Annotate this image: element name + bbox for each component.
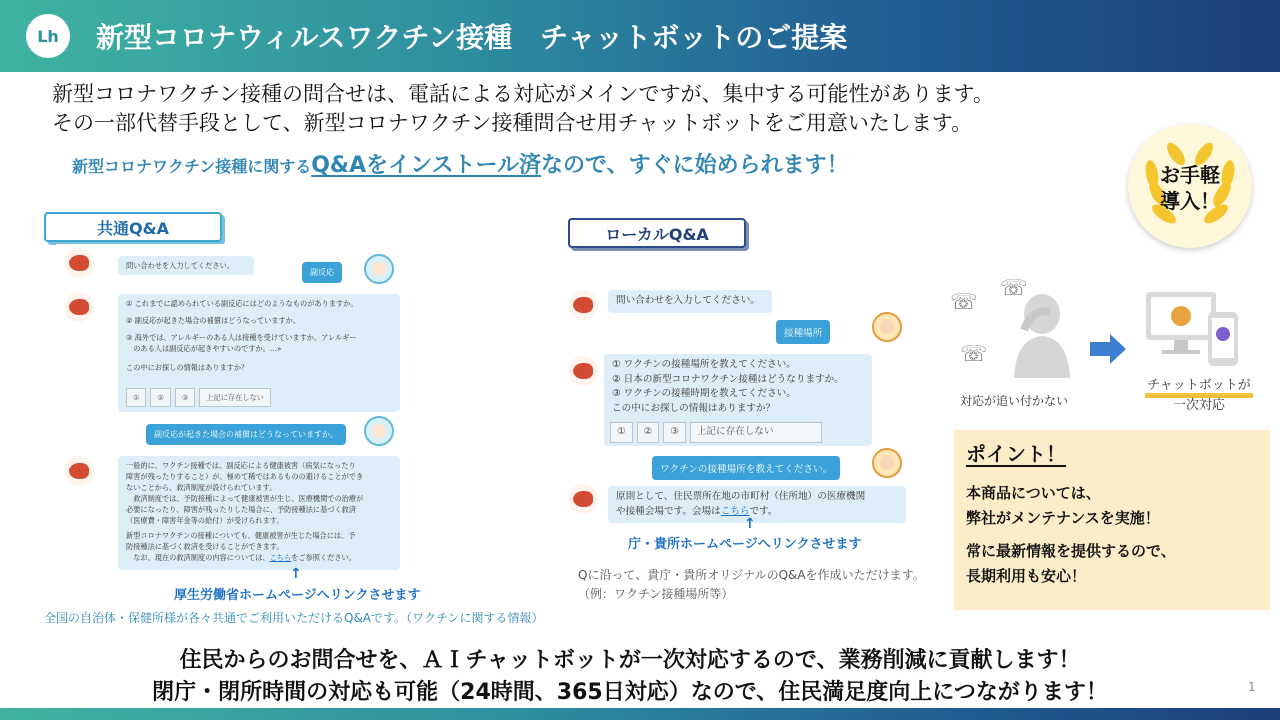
company-logo: Lh (26, 14, 70, 58)
user-message: 副反応が起きた場合の補償はどうなっていますか。 (146, 424, 346, 445)
option-line: ③ 海外では、アレルギーのある人は接種を受けていますか。アレルギー (126, 333, 357, 342)
option-buttons (610, 422, 822, 443)
answer-line: ないことから、救済制度が設けられています。 (126, 483, 277, 492)
bot-message: 問い合わせを入力してください。 (118, 256, 254, 275)
stressed-person-icon (1006, 286, 1076, 378)
arrow-up-icon: ↑ (744, 516, 756, 532)
bot-message: 問い合わせを入力してください。 (608, 290, 772, 313)
option-2-button[interactable]: ② (637, 422, 660, 443)
answer-line: 原則として、住民票所在地の市町村（住所地）の医療機関 (616, 491, 866, 502)
answer-line: や接種会場です。会場はこちらです。 (616, 505, 778, 517)
option-3-button[interactable]: ③ (663, 422, 686, 443)
point-title: ポイント！ (966, 442, 1066, 466)
answer-line: 防接種法に基づく救済を受けることができます。 (126, 542, 284, 551)
mhlw-link-note: 厚生労働省ホームページへリンクさせます (174, 588, 421, 603)
summary-line-1: 住民からのお問合せを、ＡＩチャットボットが一次対応するので、業務削減に貢献します！ (179, 648, 1081, 673)
point-line-1: 本商品については、 (966, 484, 1101, 502)
bot-avatar-icon (568, 356, 598, 386)
user-avatar-icon (364, 416, 394, 446)
option-line: ① これまでに認められている副反応にはどのようなものがありますか。 (126, 299, 358, 308)
headline (72, 148, 849, 179)
answer-line: 障害が残ったりすること）が、極めて稀ではあるものの避けることができ (126, 472, 364, 481)
headline-part-3: なので、すぐに始められます！ (541, 153, 849, 178)
chatbot-caption-line-2: 一次対応 (1172, 398, 1225, 413)
point-line-4: 長期利用も安心！ (966, 567, 1087, 585)
bot-message-options (118, 294, 400, 412)
chatbot-caption-line-1: チャットボットが (1145, 378, 1253, 398)
option-line: ② 副反応が起きた場合の補償はどうなっていますか。 (126, 316, 301, 325)
option-1-button[interactable]: ① (610, 422, 633, 443)
footer-bar (0, 708, 1280, 720)
point-line-3: 常に最新情報を提供するので、 (966, 542, 1176, 560)
ringing-phone-icon: ☏ (950, 290, 978, 315)
bot-avatar-icon (64, 456, 94, 486)
bot-message-options (604, 354, 872, 446)
tab-common-qa[interactable]: 共通Q&A (44, 212, 222, 242)
chatbot-device-icon (1146, 290, 1242, 370)
user-message: 副反応 (302, 262, 342, 283)
option-prompt: この中にお探しの情報はありますか？ (612, 402, 776, 414)
user-avatar-icon (872, 312, 902, 342)
option-none-button[interactable]: 上記に存在しない (199, 388, 271, 407)
answer-line: 必要になったり、障害が残ったりした場合に、予防接種法に基づく救済 (126, 505, 357, 514)
headline-part-2: Q&Aをインストール済 (311, 153, 542, 178)
bot-answer (118, 456, 400, 570)
badge-line-1: お手軽 (1160, 163, 1220, 187)
badge-line-2: 導入！ (1160, 189, 1220, 213)
user-message: 接種場所 (776, 320, 830, 344)
local-qa-chat-panel (562, 284, 912, 532)
right-arrow-icon (1090, 334, 1126, 364)
option-prompt: この中にお探しの情報はありますか？ (126, 363, 249, 372)
intro-line-1: 新型コロナワクチン接種の問合せは、電話による対応がメインですが、集中する可能性があります。 (52, 82, 994, 106)
option-2-button[interactable]: ② (150, 388, 170, 407)
page-number: 1 (1248, 680, 1256, 694)
option-line: ② 日本の新型コロナワクチン接種はどうなりますか。 (612, 373, 844, 385)
option-3-button[interactable]: ③ (175, 388, 195, 407)
common-qa-chat-panel (56, 244, 418, 574)
local-qa-description-2: （例：ワクチン接種場所等） (578, 587, 734, 601)
option-line: ③ ワクチンの接種時期を教えてください。 (612, 388, 796, 399)
bot-avatar-icon (568, 484, 598, 514)
option-none-button[interactable]: 上記に存在しない (690, 422, 822, 443)
answer-line: （医療費・障害年金等の給付）が受けられます。 (126, 516, 284, 525)
arrow-up-icon: ↑ (290, 566, 302, 582)
bot-avatar-icon (64, 292, 94, 322)
answer-line: 新型コロナワクチンの接種についても、健康被害が生じた場合には、予 (126, 531, 356, 540)
user-avatar-icon (364, 254, 394, 284)
chatbot-caption (1120, 376, 1278, 416)
option-buttons (126, 388, 271, 407)
local-qa-description-1: Qに沿って、貴庁・貴所オリジナルのQ&Aを作成いただけます。 (578, 568, 925, 582)
option-1-button[interactable]: ① (126, 388, 146, 407)
local-site-link[interactable]: こちら (720, 505, 750, 517)
overwhelmed-caption: 対応が追い付かない (960, 394, 1069, 408)
option-line: のある人は副反応が起きやすいのですか。…» (126, 344, 282, 353)
headline-part-1: 新型コロナワクチン接種に関する (72, 157, 312, 176)
summary-line-2: 閉庁・閉所時間の対応も可能（24時間、365日対応）なので、住民満足度向上につながります！ (152, 680, 1108, 705)
option-line: ① ワクチンの接種場所を教えてください。 (612, 359, 796, 370)
common-qa-description: 全国の自治体・保健所様が各々共通でご利用いただけるQ&Aです。（ワクチンに関する情報） (44, 611, 544, 625)
bot-avatar-icon (64, 248, 94, 278)
answer-line: 一般的に、ワクチン接種では、副反応による健康被害（病気になったり (126, 461, 356, 470)
user-message: ワクチンの接種場所を教えてください。 (652, 456, 840, 480)
tab-local-qa[interactable]: ローカルQ&A (568, 218, 746, 248)
mhlw-link[interactable]: こちら (269, 553, 292, 562)
ringing-phone-icon: ☏ (960, 342, 988, 367)
user-avatar-icon (872, 448, 902, 478)
intro-line-2: その一部代替手段として、新型コロナワクチン接種問合せ用チャットボットをご用意いたします。 (52, 111, 973, 135)
point-box (954, 430, 1270, 610)
local-link-note: 庁・貴所ホームページへリンクさせます (628, 537, 862, 552)
header-bar (0, 0, 1280, 72)
ringing-phone-icon: ☏ (1000, 276, 1028, 301)
answer-line: なお、現在の救済制度の内容については、こちらをご参照ください。 (126, 553, 356, 562)
easy-intro-badge (1128, 124, 1252, 248)
point-line-2: 弊社がメンテナンスを実施！ (966, 509, 1160, 527)
answer-line: 救済制度では、予防接種によって健康被害が生じ、医療機関での治療が (126, 494, 364, 503)
page-title: 新型コロナウィルスワクチン接種 チャットボットのご提案 (96, 21, 848, 54)
bot-avatar-icon (568, 290, 598, 320)
bot-answer (608, 486, 906, 523)
